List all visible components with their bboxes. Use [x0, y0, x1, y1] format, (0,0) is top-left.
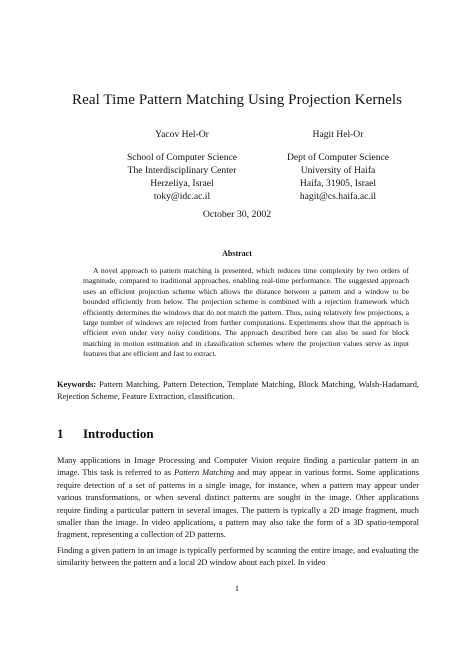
paragraph-text: and may appear in various forms. Some applications require detection of a set of patterns in a single image, for instance, when a pattern may appear under various transformations, or when several distinct patterns are sought in the image. Other applications require finding a particular pattern in several images. The pattern is typically a 2D image fragment, much smaller than the image. In video applications, a pattern may also take the form of a 3D spatio-temporal fragment, representing a collection of 2D patterns.: [57, 468, 419, 540]
author-block-2: [238, 128, 438, 203]
paper-title: Real Time Pattern Matching Using Projection Kernels: [71, 92, 403, 108]
author-affiliation-line: Herzeliya, Israel: [150, 178, 214, 189]
abstract-heading: Abstract: [222, 249, 252, 258]
intro-paragraph-2: Finding a given pattern in an image is typically performed by scanning the entire image, and evaluating the similarity between the pattern and a local 2D window about each pixel. In video: [57, 546, 419, 568]
author-affiliation-line: Haifa, 31905, Israel: [299, 178, 377, 189]
paragraph-text: Many applications in Image Processing and Computer Vision require finding a particular pattern in an image. This task is referred to as: [57, 456, 419, 478]
keywords-label: Keywords:: [57, 380, 97, 389]
page-number: 1: [234, 584, 240, 593]
author-affiliation-line: University of Haifa: [300, 165, 376, 176]
author-affiliation-line: The Interdisciplinary Center: [127, 165, 237, 176]
author-affiliation-line: School of Computer Science: [126, 152, 238, 163]
author-email: toky@idc.ac.il: [153, 191, 211, 202]
keywords-text: Pattern Matching, Pattern Detection, Template Matching, Block Matching, Walsh-Hadamard, Rejection Scheme, Feature Extraction, classification.: [57, 380, 419, 402]
intro-paragraph-1: [57, 455, 419, 542]
author-name: Hagit Hel-Or: [312, 129, 364, 140]
keywords-paragraph: [57, 379, 419, 404]
author-email: hagit@cs.haifa.ac.il: [299, 191, 377, 202]
author-name: Yacov Hel-Or: [155, 129, 209, 140]
abstract-text: A novel approach to pattern matching is presented, which reduces time complexity by two orders of magnitude, compared to traditional approaches, enabling real-time performance. The suggested approach uses an efficient projection scheme which allows the distance between a pattern and a window to be bounded efficiently from below. The projection scheme is combined with a rejection framework which efficiently determines the windows that do not match the pattern. Thus, using relatively few projections, a large number of windows are rejected from further computations. Experiments show that the approach is efficient even under very noisy conditions. The approach described here can also be used for block matching in motion estimation and in classification schemes where the projection values serve as input features that are efficient and fast to extract.: [83, 266, 409, 359]
emphasized-term: Pattern Matching: [174, 468, 235, 478]
section-heading: [57, 426, 154, 442]
author-affiliation-line: Dept of Computer Science: [286, 152, 390, 163]
section-title: Introduction: [83, 426, 154, 441]
section-number: 1: [57, 426, 64, 441]
paper-date: October 30, 2002: [202, 209, 272, 220]
